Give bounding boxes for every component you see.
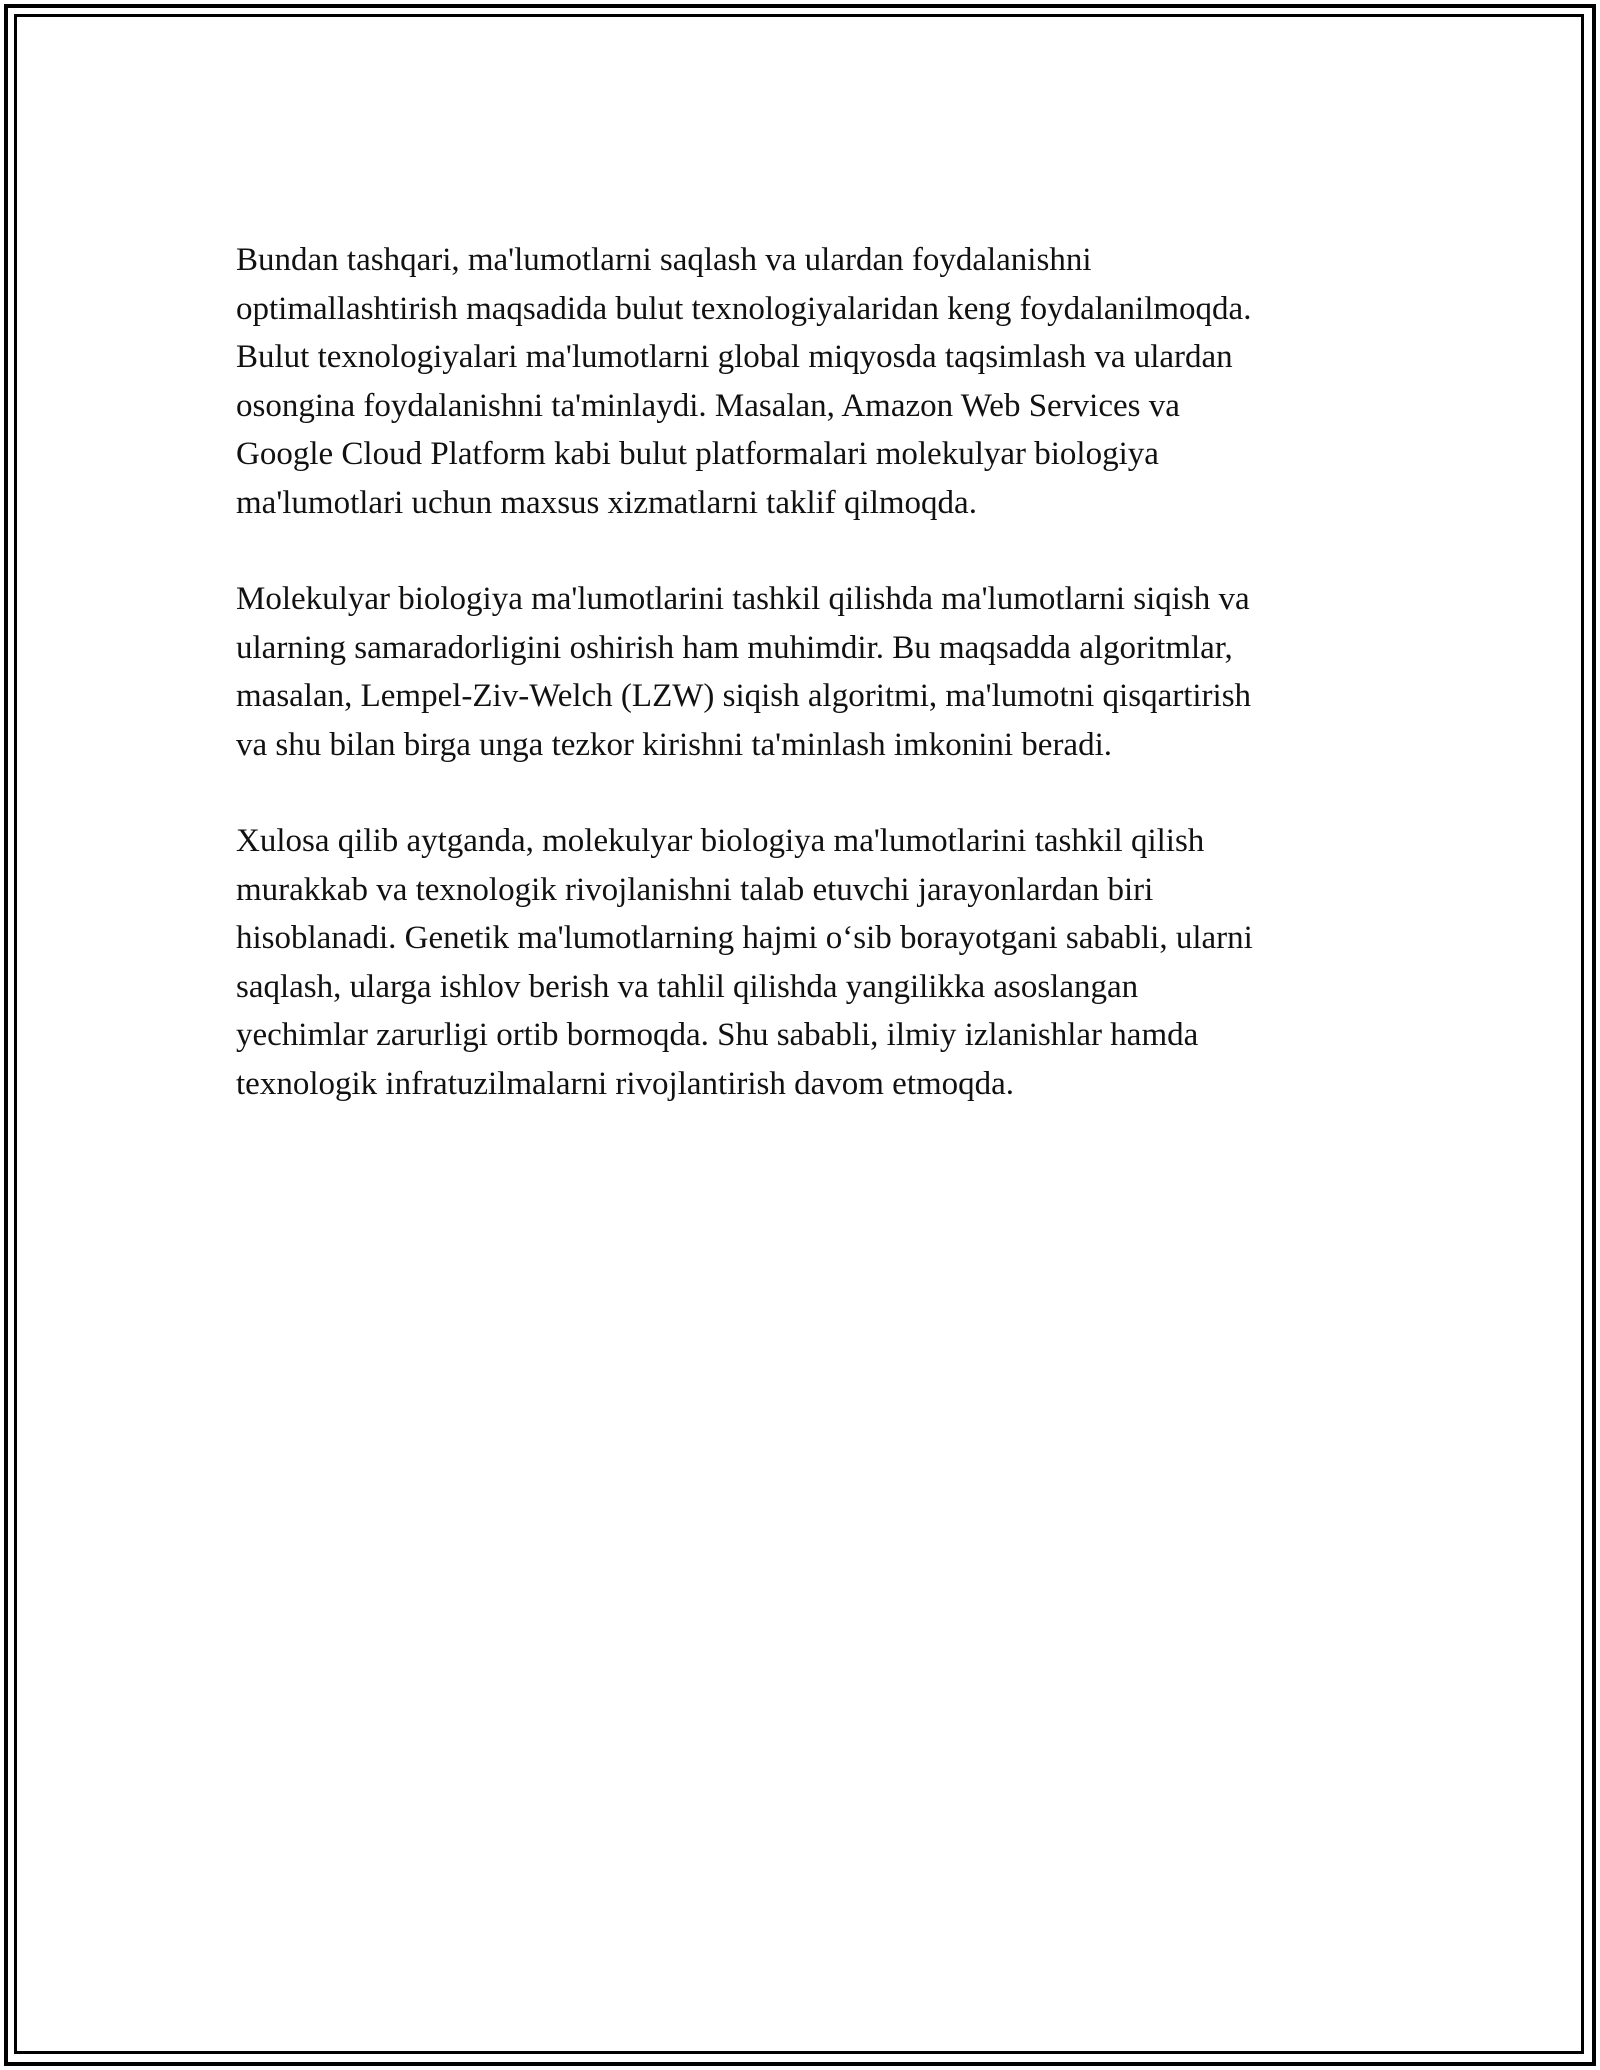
text-line: texnologik infratuzilmalarni rivojlantirish davom etmoqda.	[236, 1065, 1015, 1102]
text-line: ma'lumotlari uchun maxsus xizmatlarni taklif qilmoqda.	[236, 484, 977, 521]
document-body	[236, 236, 1376, 1156]
paragraph-conclusion	[236, 817, 1376, 1108]
text-line: optimallashtirish maqsadida bulut texnologiyalaridan keng foydalanilmoqda.	[236, 290, 1252, 327]
text-line: va shu bilan birga unga tezkor kirishni ta'minlash imkonini beradi.	[236, 726, 1112, 763]
text-line: Bundan tashqari, ma'lumotlarni saqlash va ulardan foydalanishni	[236, 242, 1092, 278]
text-line: masalan, Lempel-Ziv-Welch (LZW) siqish algoritmi, ma'lumotni qisqartirish	[236, 678, 1252, 714]
text-line: ularning samaradorligini oshirish ham muhimdir. Bu maqsadda algoritmlar,	[236, 629, 1233, 666]
text-line: Molekulyar biologiya ma'lumotlarini tashkil qilishda ma'lumotlarni siqish va	[236, 581, 1250, 617]
text-line: hisoblanadi. Genetik ma'lumotlarning hajmi o‘sib borayotgani sababli, ularni	[236, 920, 1253, 956]
paragraph-data-compression	[236, 575, 1376, 769]
text-line: Bulut texnologiyalari ma'lumotlarni global miqyosda taqsimlash va ulardan	[236, 339, 1233, 375]
text-line: saqlash, ularga ishlov berish va tahlil qilishda yangilikka asoslangan	[236, 968, 1139, 1005]
text-line: osongina foydalanishni ta'minlaydi. Masalan, Amazon Web Services va	[236, 387, 1180, 424]
text-line: Xulosa qilib aytganda, molekulyar biologiya ma'lumotlarini tashkil qilish	[236, 823, 1205, 859]
paragraph-cloud-technologies	[236, 236, 1376, 527]
text-line: yechimlar zarurligi ortib bormoqda. Shu sababli, ilmiy izlanishlar hamda	[236, 1017, 1199, 1053]
text-line: murakkab va texnologik rivojlanishni talab etuvchi jarayonlardan biri	[236, 871, 1154, 908]
text-line: Google Cloud Platform kabi bulut platformalari molekulyar biologiya	[236, 436, 1159, 472]
